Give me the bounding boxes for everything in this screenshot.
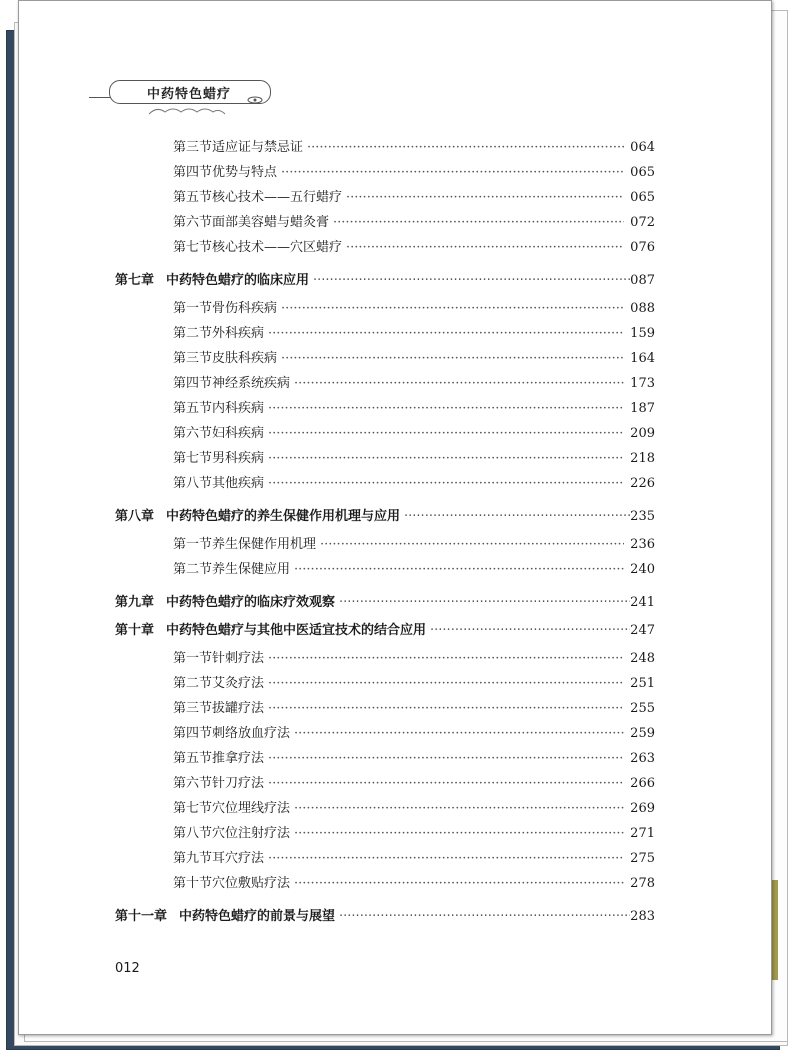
toc-page-number: 065 [630, 190, 655, 205]
toc-page-number: 247 [630, 623, 655, 638]
running-header [89, 77, 289, 107]
section-title: 核心技术——五行蜡疗 [212, 190, 343, 205]
section-title: 优势与特点 [212, 165, 278, 180]
section-title: 针刺疗法 [212, 651, 265, 666]
toc-page-number: 263 [630, 751, 655, 766]
section-title: 穴位敷贴疗法 [212, 876, 291, 891]
dot-leader [268, 851, 624, 866]
dot-leader [294, 726, 624, 741]
toc-page-number: 088 [630, 301, 655, 316]
toc-section-entry[interactable] [173, 397, 655, 416]
toc-page-number: 269 [630, 801, 655, 816]
section-title: 推拿疗法 [212, 751, 265, 766]
section-number: 第十节 [173, 876, 213, 891]
toc-section-entry[interactable] [173, 847, 655, 866]
dot-leader [268, 776, 624, 791]
dot-leader [346, 240, 624, 255]
chapter-title: 中药特色蜡疗的临床应用 [166, 273, 310, 288]
dot-leader [268, 751, 624, 766]
section-number: 第二节 [173, 326, 213, 341]
section-number: 第八节 [173, 476, 213, 491]
dot-leader [294, 376, 624, 391]
section-title: 皮肤科疾病 [212, 351, 278, 366]
section-number: 第二节 [173, 676, 213, 691]
section-number: 第三节 [173, 351, 213, 366]
toc-page-number: 187 [630, 401, 655, 416]
chapter-number: 第十一章 [115, 909, 168, 924]
section-title: 神经系统疾病 [212, 376, 291, 391]
toc-page-number: 087 [630, 273, 655, 288]
dot-leader [294, 826, 624, 841]
toc-section-entry[interactable] [173, 697, 655, 716]
toc-section-entry[interactable] [173, 347, 655, 366]
section-title: 刺络放血疗法 [212, 726, 291, 741]
toc-page-number: 241 [630, 595, 655, 610]
section-number: 第一节 [173, 301, 213, 316]
section-number: 第九节 [173, 851, 213, 866]
section-number: 第五节 [173, 751, 213, 766]
section-number: 第三节 [173, 140, 213, 155]
section-number: 第八节 [173, 826, 213, 841]
dot-leader [281, 165, 624, 180]
toc-page-number: 064 [630, 140, 655, 155]
toc-section-entry[interactable] [173, 797, 655, 816]
toc-page-number: 248 [630, 651, 655, 666]
dot-leader [346, 190, 624, 205]
dot-leader [268, 426, 624, 441]
chapter-title: 中药特色蜡疗的养生保健作用机理与应用 [166, 509, 401, 524]
section-number: 第七节 [173, 451, 213, 466]
section-title: 妇科疾病 [212, 426, 265, 441]
section-title: 外科疾病 [212, 326, 265, 341]
book-page [18, 0, 772, 1035]
chapter-number: 第十章 [115, 623, 155, 638]
toc-section-entry[interactable] [173, 211, 655, 230]
dot-leader [294, 876, 624, 891]
section-number: 第六节 [173, 426, 213, 441]
section-number: 第六节 [173, 776, 213, 791]
dot-leader [333, 215, 624, 230]
section-number: 第一节 [173, 537, 213, 552]
toc-section-entry[interactable] [173, 822, 655, 841]
cloud-knot-icon [247, 89, 263, 97]
section-title: 面部美容蜡与蜡灸膏 [212, 215, 330, 230]
toc-section-entry[interactable] [173, 447, 655, 466]
section-title: 拔罐疗法 [212, 701, 265, 716]
toc-section-entry[interactable] [173, 422, 655, 441]
toc-page-number: 235 [630, 509, 655, 524]
section-title: 艾灸疗法 [212, 676, 265, 691]
section-title: 核心技术——穴区蜡疗 [212, 240, 343, 255]
toc-section-entry[interactable] [173, 872, 655, 891]
dot-leader [281, 301, 624, 316]
header-book-title: 中药特色蜡疗 [146, 87, 231, 102]
section-number: 第五节 [173, 190, 213, 205]
toc-page-number: 266 [630, 776, 655, 791]
section-number: 第四节 [173, 726, 213, 741]
chapter-number: 第八章 [115, 509, 155, 524]
dot-leader [307, 140, 624, 155]
section-title: 穴位注射疗法 [212, 826, 291, 841]
toc-section-entry[interactable] [173, 747, 655, 766]
section-title: 耳穴疗法 [212, 851, 265, 866]
toc-page-number: 072 [630, 215, 655, 230]
dot-leader [268, 326, 624, 341]
toc-section-entry[interactable] [173, 533, 655, 552]
chapter-number: 第九章 [115, 595, 155, 610]
toc-page-number: 218 [630, 451, 655, 466]
section-title: 骨伤科疾病 [212, 301, 278, 316]
toc-page-number: 255 [630, 701, 655, 716]
toc-chapter-entry[interactable] [115, 905, 655, 924]
toc-section-entry[interactable] [173, 772, 655, 791]
dot-leader [320, 537, 624, 552]
section-title: 穴位埋线疗法 [212, 801, 291, 816]
section-title: 男科疾病 [212, 451, 265, 466]
section-number: 第四节 [173, 165, 213, 180]
toc-page-number: 159 [630, 326, 655, 341]
toc-page-number: 076 [630, 240, 655, 255]
toc-chapter-entry[interactable] [115, 269, 655, 288]
dot-leader [268, 401, 624, 416]
toc-page-number: 259 [630, 726, 655, 741]
toc-page-number: 236 [630, 537, 655, 552]
section-number: 第七节 [173, 240, 213, 255]
section-number: 第五节 [173, 401, 213, 416]
toc-page-number: 251 [630, 676, 655, 691]
section-number: 第六节 [173, 215, 213, 230]
toc-section-entry[interactable] [173, 672, 655, 691]
toc-section-entry[interactable] [173, 372, 655, 391]
dot-leader [339, 595, 630, 610]
section-number: 第三节 [173, 701, 213, 716]
section-title: 养生保健作用机理 [212, 537, 317, 552]
toc-section-entry[interactable] [173, 322, 655, 341]
toc-section-entry[interactable] [173, 161, 655, 180]
section-title: 其他疾病 [212, 476, 265, 491]
toc-page-number: 173 [630, 376, 655, 391]
toc-page-number: 164 [630, 351, 655, 366]
toc-page-number: 240 [630, 562, 655, 577]
dot-leader [268, 451, 624, 466]
toc-page-number: 065 [630, 165, 655, 180]
dot-leader [268, 651, 624, 666]
dot-leader [339, 909, 630, 924]
dot-leader [294, 801, 624, 816]
dot-leader [268, 476, 624, 491]
section-number: 第一节 [173, 651, 213, 666]
section-number: 第七节 [173, 801, 213, 816]
section-number: 第四节 [173, 376, 213, 391]
chapter-title: 中药特色蜡疗与其他中医适宜技术的结合应用 [166, 623, 427, 638]
section-title: 养生保健应用 [212, 562, 291, 577]
toc-section-entry[interactable] [173, 136, 655, 155]
toc-chapter-entry[interactable] [115, 619, 655, 638]
dot-leader [430, 623, 630, 638]
toc-chapter-entry[interactable] [115, 591, 655, 610]
chapter-title: 中药特色蜡疗的前景与展望 [179, 909, 336, 924]
toc-page-number: 209 [630, 426, 655, 441]
toc-page-number: 226 [630, 476, 655, 491]
page-number: 012 [115, 961, 140, 976]
toc-section-entry[interactable] [173, 722, 655, 741]
toc-page-number: 278 [630, 876, 655, 891]
section-title: 内科疾病 [212, 401, 265, 416]
toc-section-entry[interactable] [173, 297, 655, 316]
toc-section-entry[interactable] [173, 236, 655, 255]
toc-section-entry[interactable] [173, 186, 655, 205]
section-title: 针刀疗法 [212, 776, 265, 791]
dot-leader [404, 509, 630, 524]
dot-leader [268, 676, 624, 691]
chapter-title: 中药特色蜡疗的临床疗效观察 [166, 595, 336, 610]
dot-leader [313, 273, 630, 288]
toc-section-entry[interactable] [173, 558, 655, 577]
dot-leader [281, 351, 624, 366]
dot-leader [268, 701, 624, 716]
toc-page-number: 283 [630, 909, 655, 924]
toc-page-number: 275 [630, 851, 655, 866]
section-title: 适应证与禁忌证 [212, 140, 304, 155]
section-number: 第二节 [173, 562, 213, 577]
toc-section-entry[interactable] [173, 647, 655, 666]
chapter-number: 第七章 [115, 273, 155, 288]
toc-section-entry[interactable] [173, 472, 655, 491]
toc-chapter-entry[interactable] [115, 505, 655, 524]
cloud-ornament-icon [147, 101, 227, 111]
dot-leader [294, 562, 624, 577]
toc-page-number: 271 [630, 826, 655, 841]
